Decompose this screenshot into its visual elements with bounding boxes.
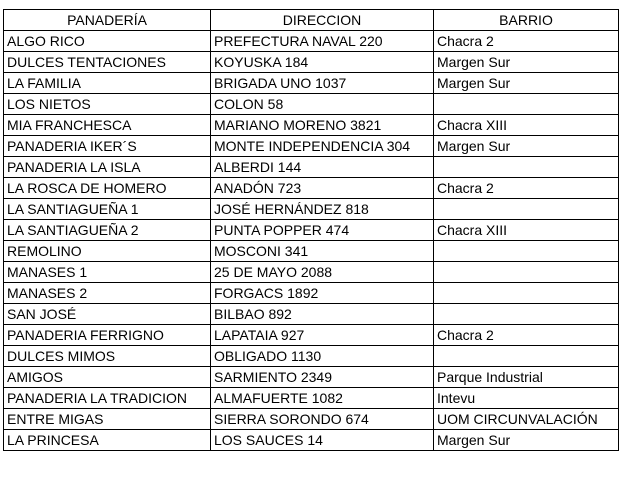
- neighborhood-cell: [434, 241, 619, 262]
- neighborhood-cell: Chacra XIII: [434, 115, 619, 136]
- table-row: [4, 325, 619, 346]
- neighborhood-cell: Margen Sur: [434, 52, 619, 73]
- neighborhood-cell: [434, 157, 619, 178]
- bakery-name-cell: LA SANTIAGUEÑA 2: [4, 220, 211, 241]
- neighborhood-cell: Parque Industrial: [434, 367, 619, 388]
- neighborhood-cell: Chacra 2: [434, 325, 619, 346]
- address-cell: ALMAFUERTE 1082: [211, 388, 434, 409]
- neighborhood-cell: Margen Sur: [434, 136, 619, 157]
- bakery-name-cell: PANADERIA LA ISLA: [4, 157, 211, 178]
- address-cell: SARMIENTO 2349: [211, 367, 434, 388]
- bakery-name-cell: DULCES MIMOS: [4, 346, 211, 367]
- bakery-name-cell: LA SANTIAGUEÑA 1: [4, 199, 211, 220]
- bakery-name-cell: PANADERIA LA TRADICION: [4, 388, 211, 409]
- table-row: [4, 220, 619, 241]
- neighborhood-cell: Chacra 2: [434, 178, 619, 199]
- neighborhood-cell: UOM CIRCUNVALACIÓN: [434, 409, 619, 430]
- header-direccion: DIRECCION: [211, 10, 434, 31]
- neighborhood-cell: [434, 346, 619, 367]
- neighborhood-cell: Margen Sur: [434, 73, 619, 94]
- bakery-name-cell: LA ROSCA DE HOMERO: [4, 178, 211, 199]
- bakery-name-cell: DULCES TENTACIONES: [4, 52, 211, 73]
- address-cell: KOYUSKA 184: [211, 52, 434, 73]
- address-cell: OBLIGADO 1130: [211, 346, 434, 367]
- address-cell: PREFECTURA NAVAL 220: [211, 31, 434, 52]
- table-row: [4, 136, 619, 157]
- address-cell: MARIANO MORENO 3821: [211, 115, 434, 136]
- table-row: [4, 199, 619, 220]
- bakery-table: [3, 9, 619, 451]
- table-row: [4, 262, 619, 283]
- header-barrio: BARRIO: [434, 10, 619, 31]
- bakery-name-cell: PANADERIA IKER´S: [4, 136, 211, 157]
- neighborhood-cell: Chacra 2: [434, 31, 619, 52]
- table-row: [4, 409, 619, 430]
- table-row: [4, 388, 619, 409]
- address-cell: BILBAO 892: [211, 304, 434, 325]
- neighborhood-cell: Intevu: [434, 388, 619, 409]
- table-row: [4, 94, 619, 115]
- table-row: [4, 115, 619, 136]
- address-cell: ANADÓN 723: [211, 178, 434, 199]
- table-row: [4, 31, 619, 52]
- address-cell: LAPATAIA 927: [211, 325, 434, 346]
- bakery-name-cell: PANADERIA FERRIGNO: [4, 325, 211, 346]
- bakery-name-cell: LOS NIETOS: [4, 94, 211, 115]
- bakery-name-cell: ALGO RICO: [4, 31, 211, 52]
- bakery-name-cell: ENTRE MIGAS: [4, 409, 211, 430]
- table-row: [4, 304, 619, 325]
- bakery-name-cell: MANASES 1: [4, 262, 211, 283]
- address-cell: MONTE INDEPENDENCIA 304: [211, 136, 434, 157]
- bakery-name-cell: MANASES 2: [4, 283, 211, 304]
- address-cell: SIERRA SORONDO 674: [211, 409, 434, 430]
- neighborhood-cell: [434, 262, 619, 283]
- bakery-name-cell: SAN JOSÉ: [4, 304, 211, 325]
- neighborhood-cell: Margen Sur: [434, 430, 619, 451]
- address-cell: JOSÉ HERNÁNDEZ 818: [211, 199, 434, 220]
- address-cell: LOS SAUCES 14: [211, 430, 434, 451]
- neighborhood-cell: [434, 94, 619, 115]
- neighborhood-cell: [434, 283, 619, 304]
- bakery-name-cell: AMIGOS: [4, 367, 211, 388]
- neighborhood-cell: Chacra XIII: [434, 220, 619, 241]
- table-row: [4, 52, 619, 73]
- table-row: [4, 157, 619, 178]
- header-row: [4, 10, 619, 31]
- address-cell: BRIGADA UNO 1037: [211, 73, 434, 94]
- address-cell: FORGACS 1892: [211, 283, 434, 304]
- header-panaderia: PANADERÍA: [4, 10, 211, 31]
- table-row: [4, 346, 619, 367]
- table-row: [4, 241, 619, 262]
- neighborhood-cell: [434, 199, 619, 220]
- address-cell: COLON 58: [211, 94, 434, 115]
- table-body: [4, 31, 619, 451]
- bakery-name-cell: LA FAMILIA: [4, 73, 211, 94]
- table-row: [4, 178, 619, 199]
- address-cell: MOSCONI 341: [211, 241, 434, 262]
- neighborhood-cell: [434, 304, 619, 325]
- bakery-name-cell: LA PRINCESA: [4, 430, 211, 451]
- table-row: [4, 367, 619, 388]
- address-cell: PUNTA POPPER 474: [211, 220, 434, 241]
- bakery-name-cell: MIA FRANCHESCA: [4, 115, 211, 136]
- table-row: [4, 73, 619, 94]
- table-row: [4, 283, 619, 304]
- address-cell: ALBERDI 144: [211, 157, 434, 178]
- bakery-name-cell: REMOLINO: [4, 241, 211, 262]
- table-row: [4, 430, 619, 451]
- address-cell: 25 DE MAYO 2088: [211, 262, 434, 283]
